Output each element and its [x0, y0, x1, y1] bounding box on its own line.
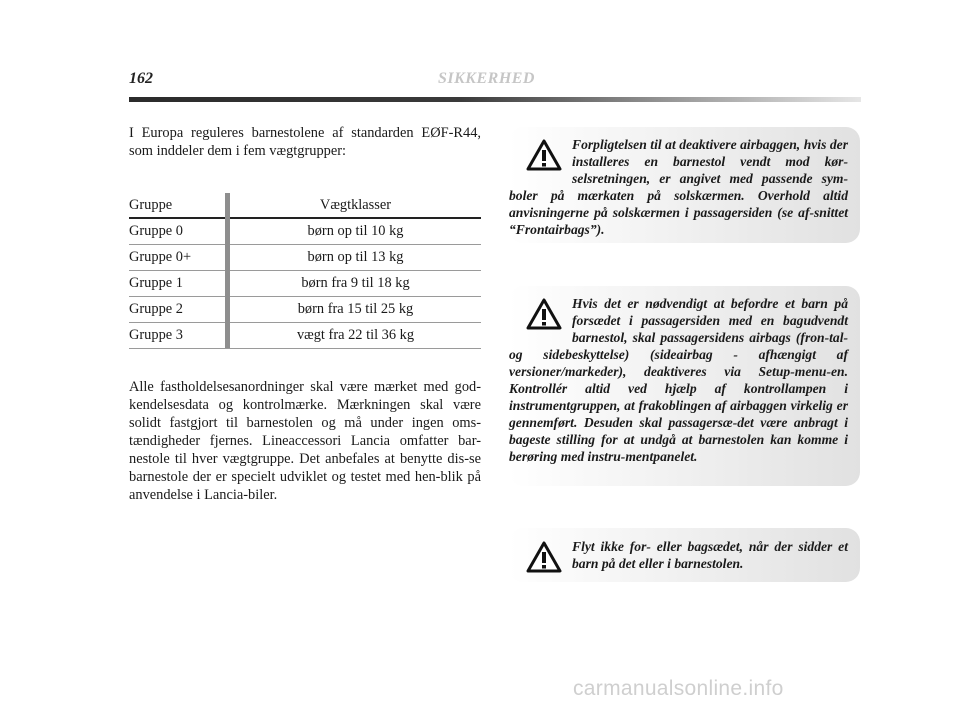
warning-text: Flyt ikke for- eller bagsædet, når der sidder et barn på det eller i barnestolen. — [572, 539, 848, 571]
warning-text: Hvis det er nødvendigt at befordre et barn på forsædet i passagersiden med en bagudvendt barnestol, skal passagersidens airbags (fron-tal- og sidebeskyttelse) (sideairbag - afhængigt af versioner/markeder), deaktiveres via Setup-menu-en. Kontrollér altid ved hjælp af kontrollampen i instrumentgruppen, at frakoblingen af airbaggen virkelig er gennemført. Desuden skal passagersæ-det være anbragt i bageste stilling for at undgå at barnestolen kan komme i berøring med instru-mentpanelet. — [509, 296, 848, 464]
group-cell: Gruppe 1 — [129, 271, 225, 297]
table-row — [129, 323, 481, 349]
warning-triangle-icon — [526, 298, 562, 330]
weight-cell: børn fra 15 til 25 kg — [230, 297, 481, 323]
warning-triangle-icon — [526, 541, 562, 573]
weight-cell: børn op til 10 kg — [230, 218, 481, 245]
weight-cell: børn op til 13 kg — [230, 245, 481, 271]
group-cell: Gruppe 3 — [129, 323, 225, 349]
weight-cell: vægt fra 22 til 36 kg — [230, 323, 481, 349]
warning-box — [509, 528, 860, 582]
warning-box — [509, 286, 860, 486]
header-rule — [129, 97, 861, 102]
watermark: carmanualsonline.info — [573, 677, 784, 700]
table-row — [129, 297, 481, 323]
body-paragraph: Alle fastholdelsesanordninger skal være mærket med god-kendelsesdata og kontrolmærke. Mærkningen skal være solidt fastgjort til barnestolen og må under ingen oms-tændigheder fjernes. Lineaccessori Lancia omfatter bar-nestole til hver vægtgruppe. Det anbefales at benytte dis-se barnestole der er specielt udviklet og testet med hen-blik på anvendelse i Lancia-biler. — [129, 379, 481, 503]
weight-class-table — [129, 193, 481, 349]
header-group: Gruppe — [129, 193, 225, 218]
weight-cell: børn fra 9 til 18 kg — [230, 271, 481, 297]
header-weight: Vægtklasser — [230, 193, 481, 218]
intro-paragraph: I Europa reguleres barnestolene af standarden EØF-R44, som inddeler dem i fem vægtgrupper: — [129, 125, 481, 159]
group-cell: Gruppe 2 — [129, 297, 225, 323]
warning-box — [509, 127, 860, 243]
table-row — [129, 271, 481, 297]
section-title: SIKKERHED — [438, 70, 535, 87]
warning-text: Forpligtelsen til at deaktivere airbaggen, hvis der installeres en barnestol vendt mod kør-selsretningen, er angivet med passende sym-boler på mærkaten på solskærmen. Overhold altid anvisningerne på solskærmen i passagersiden (se af-snittet “Frontairbags”). — [509, 137, 848, 237]
table-row — [129, 218, 481, 245]
page-number: 162 — [129, 70, 153, 87]
group-cell: Gruppe 0 — [129, 218, 225, 245]
warning-triangle-icon — [526, 139, 562, 171]
table-header-row — [129, 193, 481, 218]
group-cell: Gruppe 0+ — [129, 245, 225, 271]
table-row — [129, 245, 481, 271]
